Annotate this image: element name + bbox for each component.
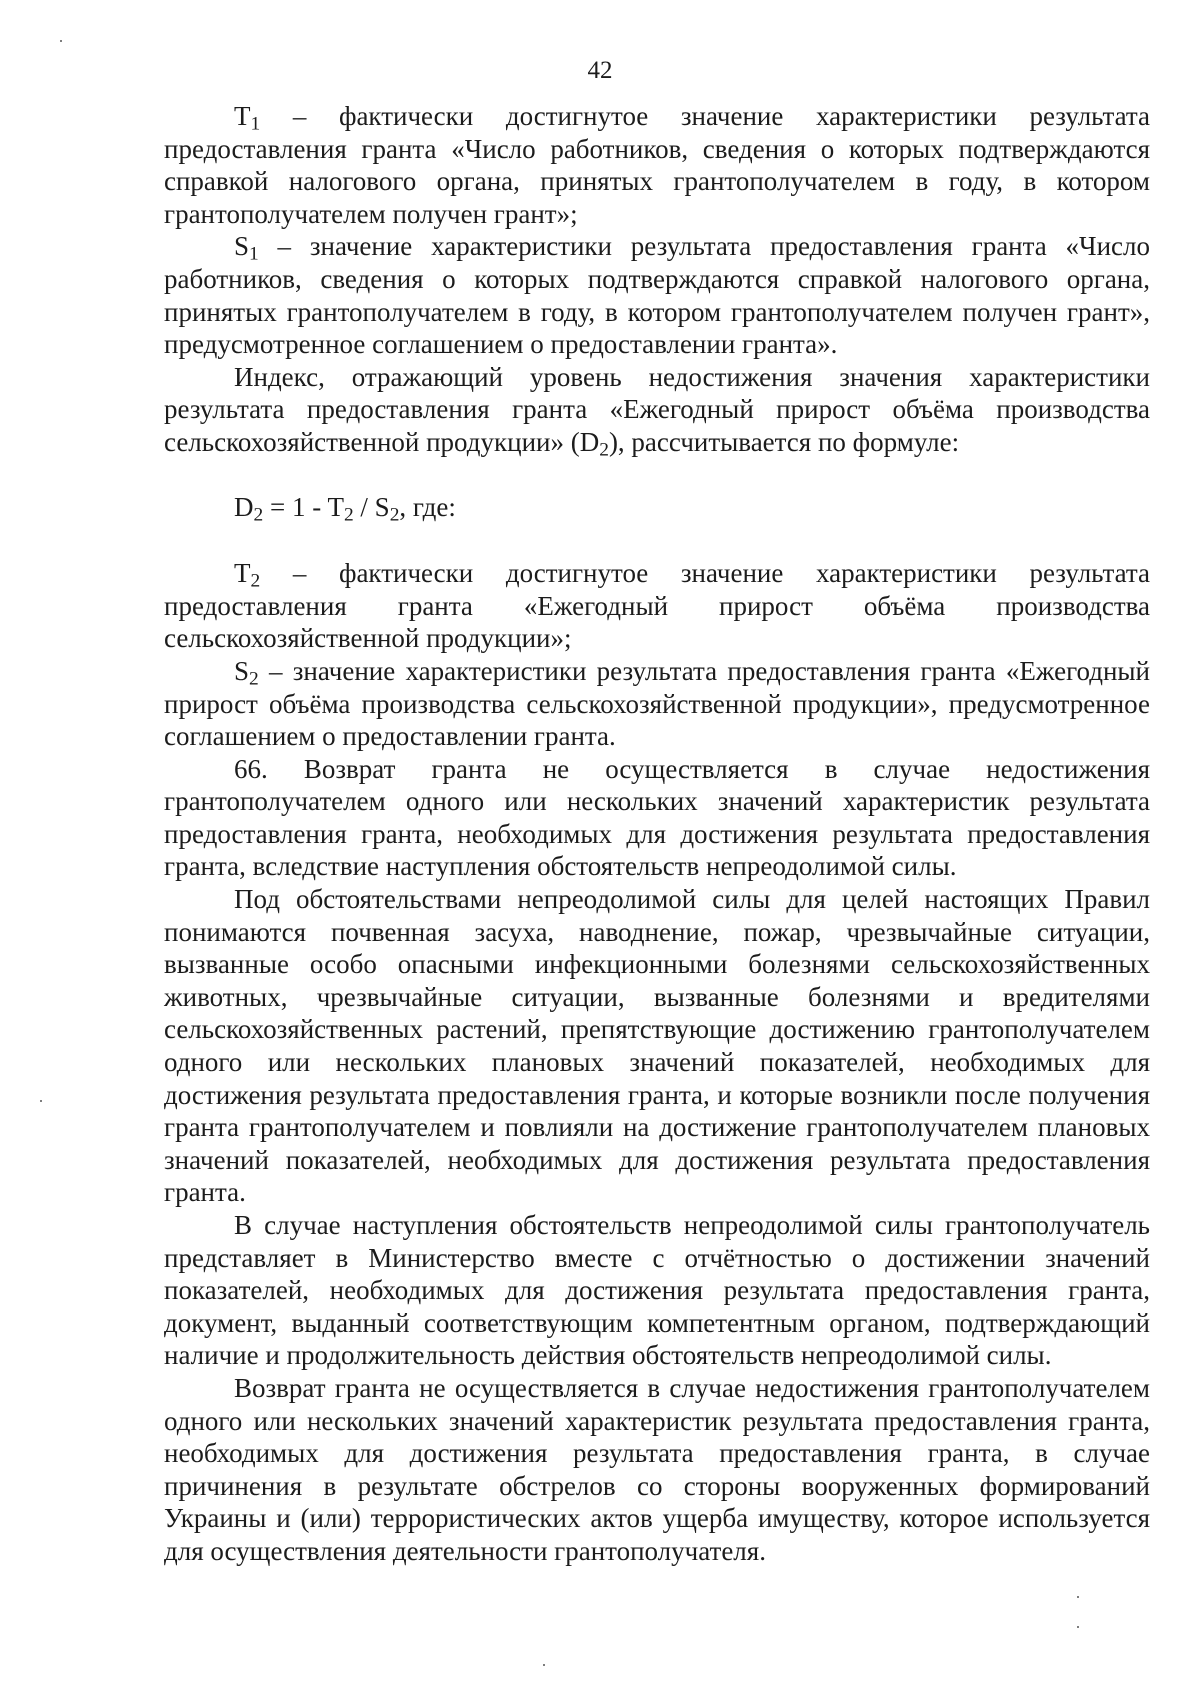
subscript: 2 <box>249 668 259 690</box>
subscript: 2 <box>389 503 400 525</box>
subscript: 2 <box>343 503 354 525</box>
page-number: 42 <box>587 57 613 84</box>
document-body <box>164 100 1150 1568</box>
scan-speck <box>1077 1596 1079 1598</box>
paragraph-t1-definition: $T_1$ – фактически достигнутое значение характеристики результата предоставления гранта «Число работников, сведения о которых подтверждаются справкой налогового органа, принятых грантополучателем в году, в котором грантополучателем получен грант»; <box>164 101 1150 229</box>
subscript: 2 <box>250 570 261 592</box>
paragraph-clause-66: 66. Возврат гранта не осуществляется в случае недостижения грантополучателем одного или нескольких значений характеристик результата предоставления гранта, необходимых для достижения результата предоставления гранта, вследствие наступления обстоятельств непреодолимой силы. <box>164 753 1150 882</box>
subscript: 1 <box>249 243 259 265</box>
paragraph-shelling-exemption: Возврат гранта не осуществляется в случае недостижения грантополучателем одного или нескольких значений характеристик результата предоставления гранта, необходимых для достижения результата предоставления гранта, в случае причинения в результате обстрелов со стороны вооруженных формирований Украины и (или) террористических актов ущерба имуществу, которое используется для осуществления деятельности грантополучателя. <box>164 1372 1150 1566</box>
paragraph-s1-definition: $S_1$ – значение характеристики результата предоставления гранта «Число работников, сведения о которых подтверждаются справкой налогового органа, принятых грантополучателем в году, в котором грантополучателем получен грант», предусмотренное соглашением о предоставлении гранта». <box>164 231 1150 360</box>
subscript: 1 <box>250 113 261 135</box>
paragraph-index-d2-intro: Индекс, отражающий уровень недостижения значения характеристики результата предоставления гранта «Ежегодный прирост объёма производства сельскохозяйственной продукции» $(D_2)$, рассчитывается по формуле: <box>164 361 1150 461</box>
subscript: 2 <box>599 439 609 461</box>
paragraph-force-majeure-definition: Под обстоятельствами непреодолимой силы для целей настоящих Правил понимаются почвенная засуха, наводнение, пожар, чрезвычайные ситуации, вызванные особо опасными инфекционными болезнями сельскохозяйственных животных, чрезвычайные ситуации, вызванные болезнями и вредителями сельскохозяйственных растений, препятствующие достижению грантополучателем одного или нескольких плановых значений показателей, необходимых для достижения результата предоставления гранта, и которые возникли после получения гранта грантополучателем и повлияли на достижение грантополучателем плановых значений показателей, необходимых для достижения результата предоставления гранта. <box>164 884 1150 1208</box>
scan-speck <box>1077 1626 1079 1628</box>
formula-d2: $D_2 = 1 - T_2 / S_2$, где: <box>234 491 456 525</box>
paragraph-s2-definition: $S_2$ – значение характеристики результата предоставления гранта «Ежегодный прирост объёма производства сельскохозяйственной продукции», предусмотренное соглашением о предоставлении гранта. <box>164 655 1150 752</box>
scan-speck <box>60 40 62 42</box>
scan-speck <box>543 1664 545 1666</box>
subscript: 2 <box>253 503 264 525</box>
paragraph-force-majeure-documents: В случае наступления обстоятельств непреодолимой силы грантополучатель представляет в Министерство вместе с отчётностью о достижении значений показателей, необходимых для достижения результата предоставления гранта, документ, выданный соответствующим компетентным органом, подтверждающий наличие и продолжительность действия обстоятельств непреодолимой силы. <box>164 1210 1150 1371</box>
scan-speck <box>40 1100 42 1102</box>
paragraph-t2-definition: $T_2$ – фактически достигнутое значение характеристики результата предоставления гранта «Ежегодный прирост объёма производства сельскохозяйственной продукции»; <box>164 558 1150 654</box>
